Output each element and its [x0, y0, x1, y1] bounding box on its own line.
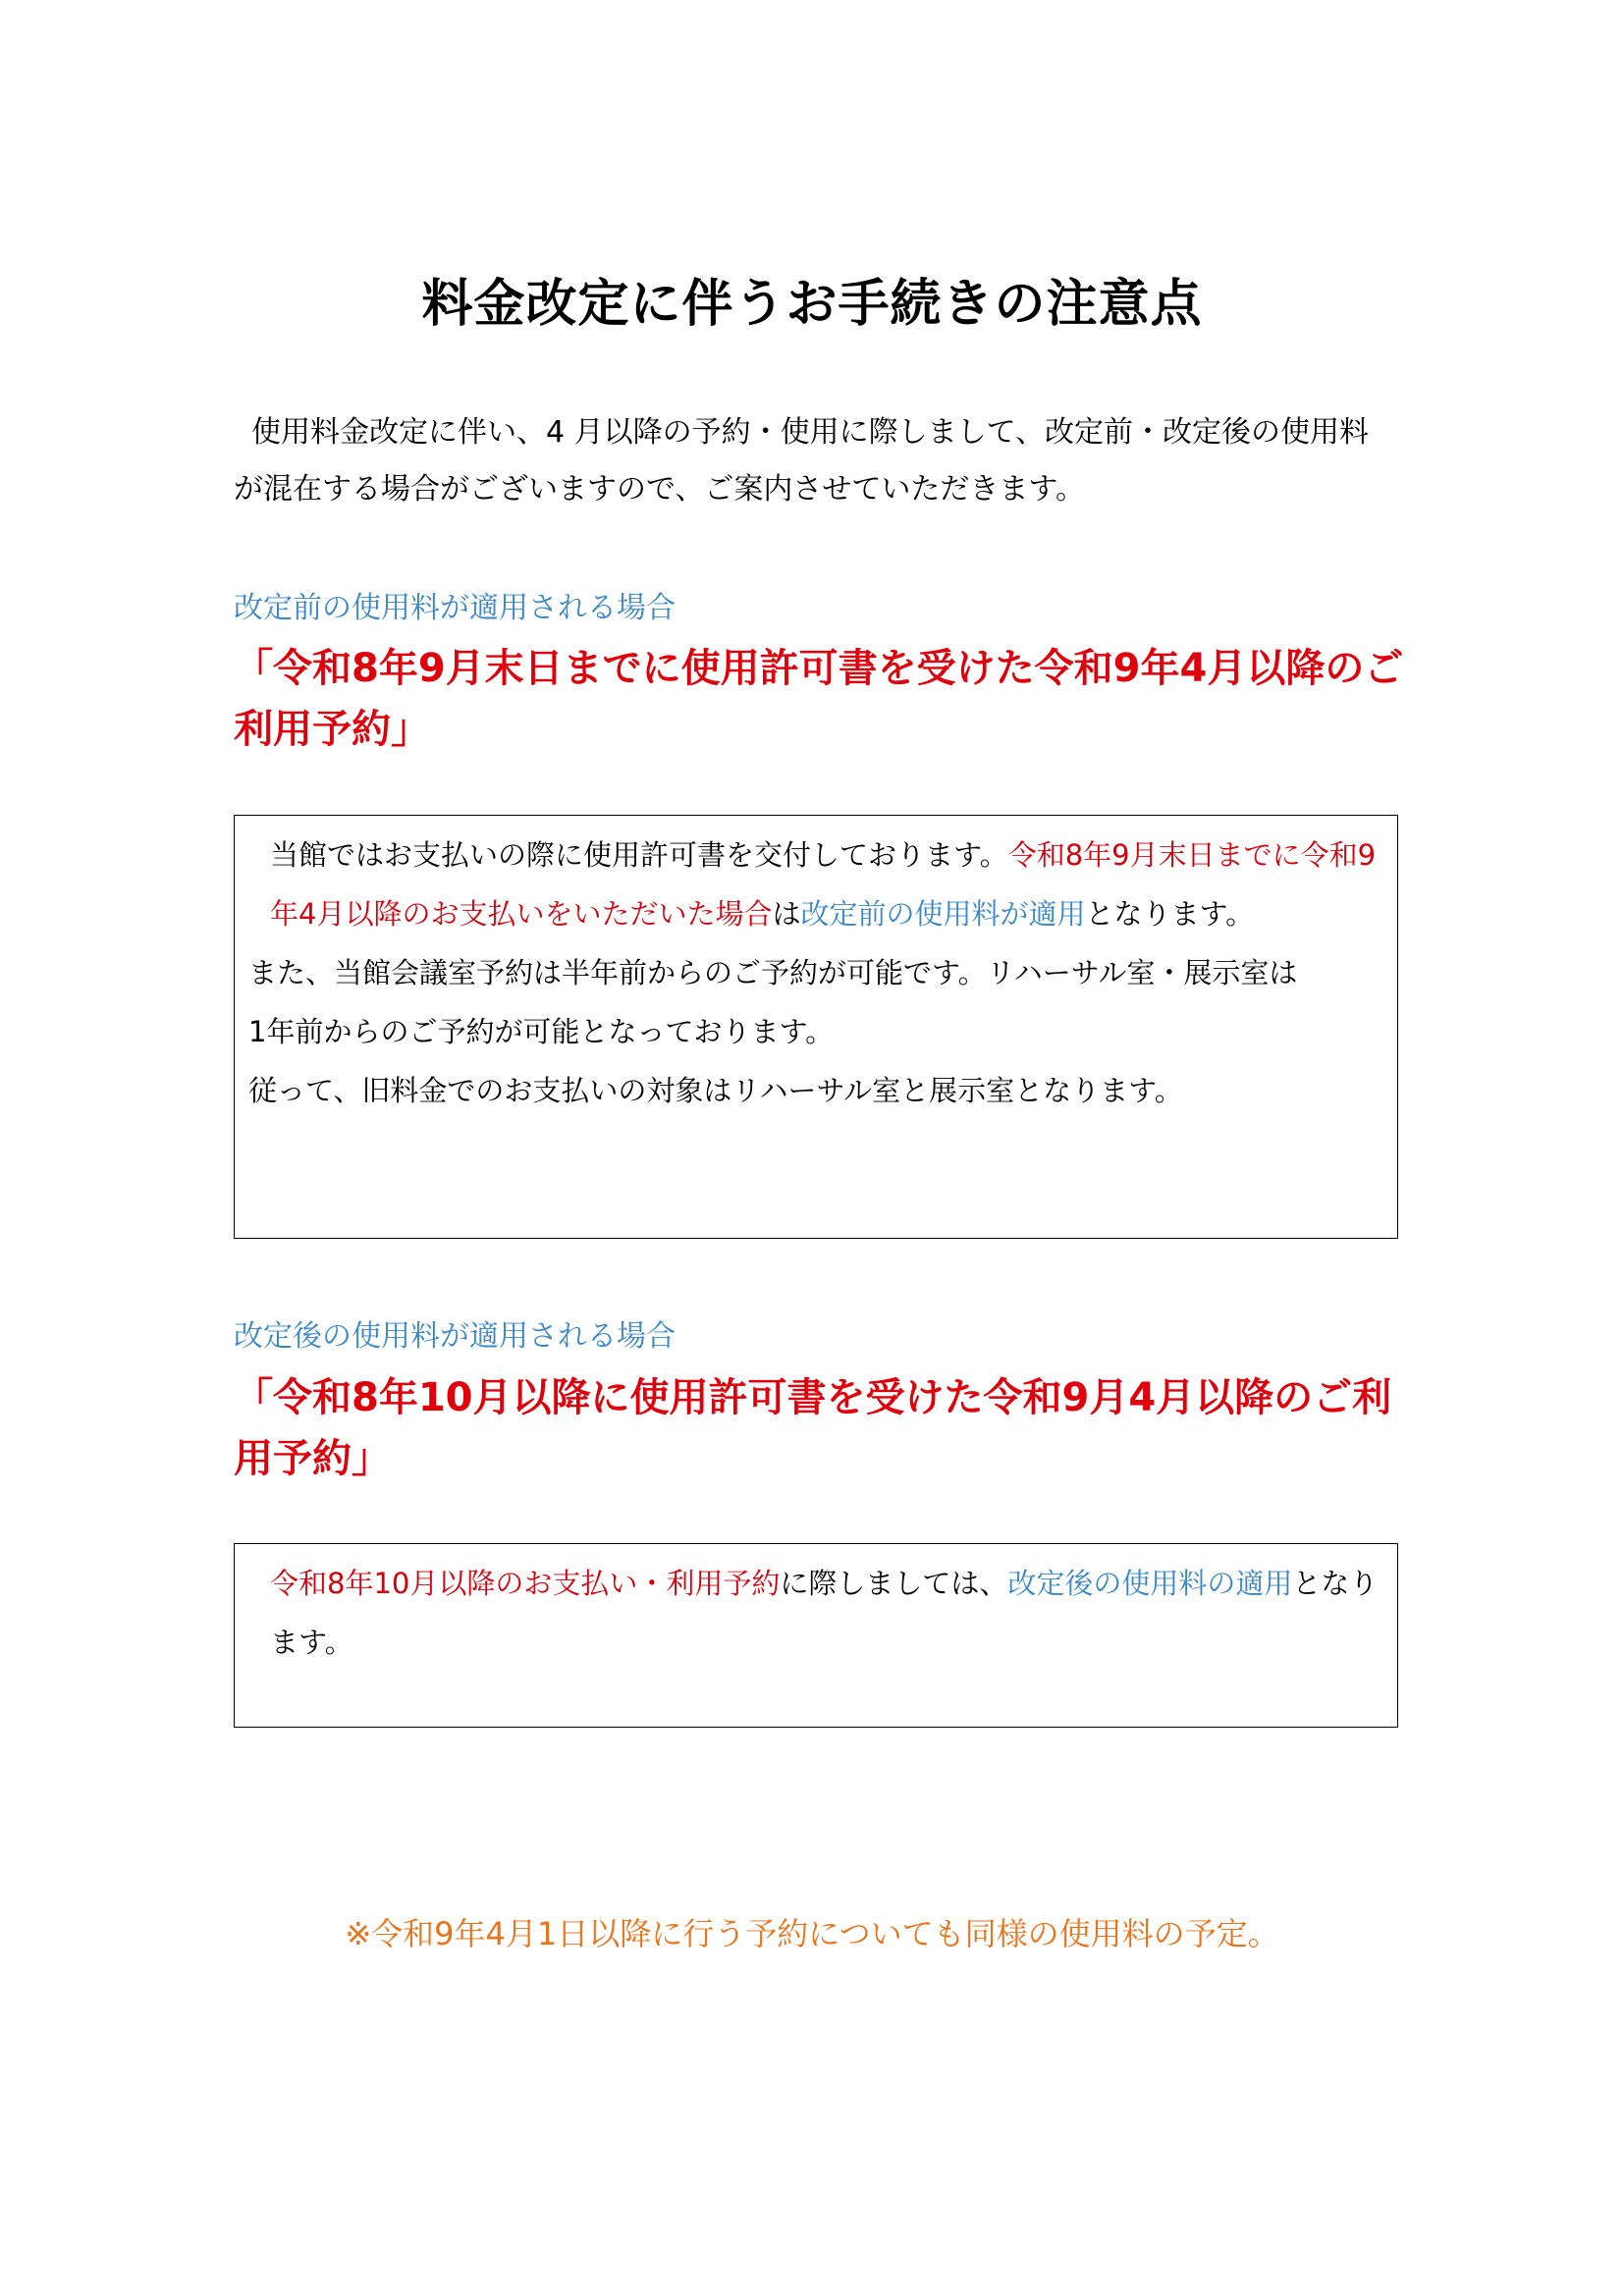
intro-paragraph: [234, 404, 1412, 518]
box-text: となります。: [270, 1567, 1379, 1659]
section-before-heading: 「令和8年9月末日までに使用許可書を受けた令和9年4月以降のご利用予約」: [234, 646, 1404, 752]
section-before-box-paragraph-1: [248, 826, 1385, 943]
page-title: 料金改定に伴うお手続きの注意点: [421, 275, 1203, 334]
section-before-label: 改定前の使用料が適用される場合: [234, 591, 676, 625]
section-after-heading: 「令和8年10月以降に使用許可書を受けた令和9月4月以降のご利用予約」: [234, 1375, 1392, 1481]
section-before-box: [234, 815, 1398, 1239]
section-before-box-paragraph-3: 1年前からのご予約が可能となっております。: [248, 1015, 835, 1048]
box-text: 当館ではお支払いの際に使用許可書を交付しております。: [270, 838, 1008, 872]
intro-line-2: が混在する場合がございますので、ご案内させていただきます。: [234, 472, 1085, 507]
box-highlight-blue: 改定後の使用料の適用: [1007, 1567, 1293, 1600]
box-text: に際しましては、: [780, 1567, 1008, 1600]
section-before-box-paragraph-2: また、当館会議室予約は半年前からのご予約が可能です。リハーサル室・展示室は: [248, 956, 1298, 989]
section-before-box-paragraph-4: 従って、旧料金でのお支払いの対象はリハーサル室と展示室となります。: [248, 1074, 1183, 1107]
box-highlight-red: 令和8年9月末日までに令和9年4月以降のお支払いをいただいた場合: [270, 838, 1377, 931]
footnote: ※令和9年4月1日以降に行う予約についても同様の使用料の予定。: [345, 1915, 1279, 1952]
section-after-box-paragraph: [248, 1554, 1385, 1672]
section-after-label: 改定後の使用料が適用される場合: [234, 1319, 676, 1354]
box-highlight-red: 令和8年10月以降のお支払い・利用予約: [270, 1567, 781, 1600]
box-text: となります。: [1085, 897, 1255, 931]
intro-line-1: 使用料金改定に伴い、4 月以降の予約・使用に際しまして、改定前・改定後の使用料: [251, 415, 1370, 450]
box-text: は: [772, 897, 801, 931]
box-highlight-blue: 改定前の使用料が適用: [800, 897, 1086, 931]
section-after-box: [234, 1543, 1398, 1728]
